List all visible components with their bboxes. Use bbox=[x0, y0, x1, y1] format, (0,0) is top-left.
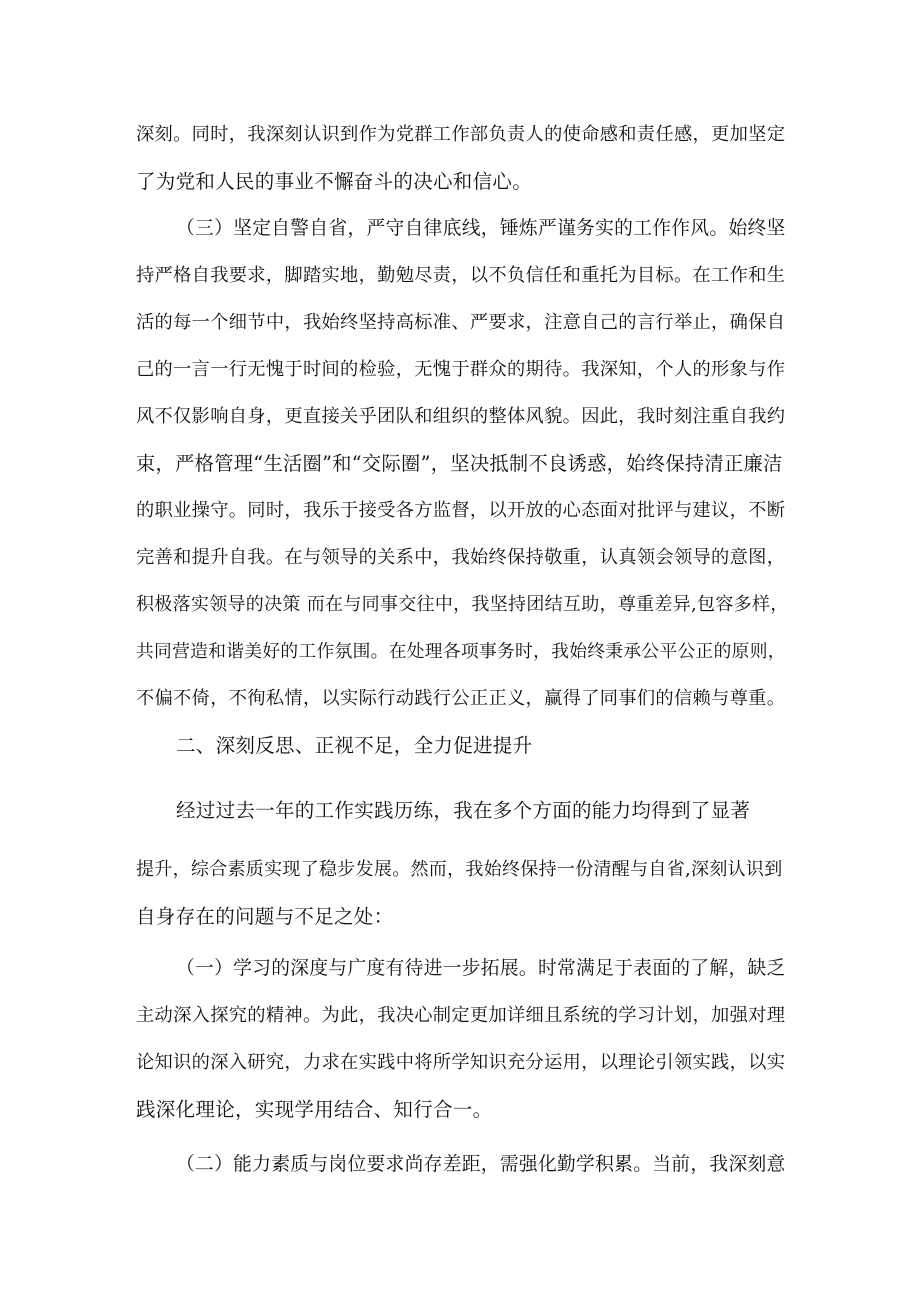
paragraph-line: （二）能力素质与岗位要求尚存差距，需强化勤学积累。当前，我深刻意 bbox=[176, 1154, 786, 1175]
paragraph-line: 深刻。同时，我深刻认识到作为党群工作部负责人的使命感和责任感，更加坚定 bbox=[136, 124, 786, 145]
paragraph-line: 持严格自我要求，脚踏实地，勤勉尽责，以不负信任和重托为目标。在工作和生 bbox=[136, 265, 786, 286]
paragraph-line: 完善和提升自我。在与领导的关系中，我始终保持敬重，认真领会领导的意图， bbox=[136, 547, 786, 568]
paragraph-line: 己的一言一行无愧于时间的检验，无愧于群众的期待。我深知，个人的形象与作 bbox=[136, 359, 786, 380]
paragraph-line: 主动深入探究的精神。为此，我决心制定更加详细且系统的学习计划，加强对理 bbox=[136, 1005, 786, 1026]
paragraph-line: 经过过去一年的工作实践历练，我在多个方面的能力均得到了显著 bbox=[176, 799, 751, 822]
paragraph-line: 践深化理论，实现学用结合、知行合一。 bbox=[136, 1098, 493, 1121]
paragraph-line: 论知识的深入研究，力求在实践中将所学知识充分运用，以理论引领实践，以实 bbox=[136, 1052, 786, 1073]
paragraph-line: 的职业操守。同时，我乐于接受各方监督，以开放的心态面对批评与建议，不断 bbox=[136, 500, 786, 521]
paragraph-line: 束，严格管理“生活圈”和“交际圈”，坚决抵制不良诱惑，始终保持清正廉洁 bbox=[136, 452, 783, 475]
paragraph-line: 自身存在的问题与不足之处： bbox=[136, 905, 394, 928]
paragraph-line: 积极落实领导的决策 而在与同事交往中，我坚持团结互助，尊重差异,包容多样， bbox=[136, 594, 789, 615]
paragraph-line: （三）坚定自警自省，严守自律底线，锤炼严谨务实的工作作风。始终坚 bbox=[176, 218, 786, 239]
paragraph-line: 共同营造和谐美好的工作氛围。在处理各项事务时，我始终秉承公平公正的原则， bbox=[136, 642, 786, 662]
paragraph-line: 了为党和人民的事业不懈奋斗的决心和信心。 bbox=[136, 170, 533, 193]
section-heading: 二、深刻反思、正视不足，全力促进提升 bbox=[176, 734, 533, 757]
paragraph-line: 风不仅影响自身，更直接关乎团队和组织的整体风貌。因此，我时刻注重自我约 bbox=[136, 406, 786, 427]
paragraph-line: 提升，综合素质实现了稳步发展。然而，我始终保持一份清醒与自省,深刻认识到 bbox=[136, 859, 783, 880]
paragraph-line: （一）学习的深度与广度有待进一步拓展。时常满足于表面的了解，缺乏 bbox=[176, 958, 786, 979]
paragraph-line: 活的每一个细节中，我始终坚持高标准、严要求，注意自己的言行举止，确保自 bbox=[136, 312, 786, 333]
paragraph-line: 不偏不倚，不徇私情，以实际行动践行公正正义，赢得了同事们的信赖与尊重。 bbox=[136, 688, 786, 709]
